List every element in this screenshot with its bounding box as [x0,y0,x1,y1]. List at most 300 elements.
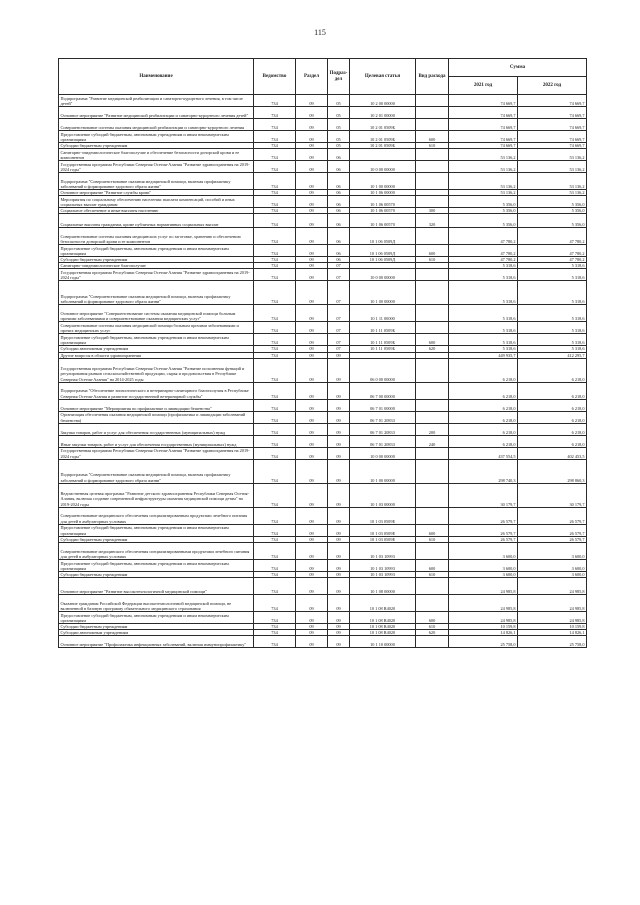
row-amount-2021: 74 669,7 [449,95,518,107]
table-row [59,594,587,611]
row-ministry: 734 [254,423,296,435]
row-amount-2022: 5 318,6 [518,346,587,352]
table-row [59,269,587,281]
row-expense-type [416,594,449,611]
row-amount-2021: 30 179,7 [449,483,518,507]
row-amount-2022: 402 453,5 [518,447,587,459]
row-amount-2022: 6 218,0 [518,358,587,382]
row-amount-2022: 412 295,7 [518,352,587,358]
row-subsection: 09 [328,411,350,423]
row-section: 09 [296,611,328,623]
row-article: 10 2 00 00000 [350,95,416,107]
row-amount-2022: 3 600,0 [518,559,587,571]
row-amount-2022: 5 356,0 [518,208,587,214]
row-amount-2022: 25 758,0 [518,636,587,648]
row-amount-2021: 6 218,0 [449,358,518,382]
row-article: 10 1 06 00570 [350,196,416,208]
table-row [59,411,587,423]
row-ministry: 734 [254,214,296,228]
row-subsection: 05 [328,131,350,143]
row-subsection: 05 [328,107,350,119]
row-amount-2022: 47 780,2 [518,228,587,245]
table-row [59,636,587,648]
row-amount-2021: 6 218,0 [449,382,518,399]
row-amount-2021: 6 218,0 [449,399,518,411]
row-amount-2022: 74 669,7 [518,143,587,149]
row-amount-2021: 26 579,7 [449,536,518,542]
row-name: Мероприятия по социальному обеспечению населения: выплата компенсаций, пособий и иных социальных выплат гражданам [59,196,254,208]
row-ministry: 734 [254,559,296,571]
row-ministry: 734 [254,524,296,536]
row-name: Основное мероприятие "Развитие высокотехнологичной медицинской помощи" [59,577,254,594]
row-ministry: 734 [254,411,296,423]
row-subsection: 09 [328,629,350,635]
row-amount-2021: 5 318,6 [449,269,518,281]
row-name: Государственная программа Республики Северная Осетия-Алания "Развитие здравоохранения на 2019-2024 годы" [59,161,254,173]
row-expense-type [416,358,449,382]
row-amount-2021: 5 318,6 [449,263,518,269]
row-section: 09 [296,483,328,507]
row-section: 09 [296,636,328,648]
row-section: 09 [296,358,328,382]
row-name: Основное мероприятие "Развитие службы крови" [59,190,254,196]
row-name: Субсидии автономным учреждениям [59,629,254,635]
row-ministry: 734 [254,161,296,173]
row-article: 10 1 11 00000 [350,305,416,322]
header-article: Целевая статья [350,59,416,95]
row-name: Предоставление субсидий бюджетным, автономным учреждениям и иным некоммерческим организациям [59,559,254,571]
row-article: 10 1 06 0509Д [350,257,416,263]
row-subsection: 09 [328,459,350,483]
row-amount-2021: 74 669,7 [449,143,518,149]
row-expense-type: 300 [416,208,449,214]
row-amount-2021: 53 136,2 [449,190,518,196]
row-ministry: 734 [254,196,296,208]
row-amount-2022: 74 669,7 [518,95,587,107]
row-ministry: 734 [254,382,296,399]
row-subsection: 05 [328,143,350,149]
row-amount-2021: 53 136,2 [449,161,518,173]
row-amount-2022: 53 136,2 [518,173,587,190]
row-subsection: 09 [328,358,350,382]
row-expense-type: 600 [416,131,449,143]
row-amount-2021: 5 318,6 [449,322,518,334]
row-expense-type: 610 [416,143,449,149]
row-article: 10 1 11 0509Б [350,322,416,334]
row-subsection: 06 [328,257,350,263]
row-article: 06 0 00 00000 [350,358,416,382]
row-amount-2022: 5 318,6 [518,305,587,322]
row-amount-2021: 53 136,2 [449,173,518,190]
row-ministry: 734 [254,257,296,263]
row-amount-2021: 14 826,1 [449,629,518,635]
row-subsection: 09 [328,382,350,399]
row-article: 10 1 03 10993 [350,571,416,577]
row-name: Субсидии бюджетным учреждениям [59,623,254,629]
table-row [59,322,587,334]
row-expense-type [416,577,449,594]
row-ministry: 734 [254,577,296,594]
row-subsection: 07 [328,281,350,305]
row-section: 09 [296,173,328,190]
row-subsection: 06 [328,245,350,257]
row-ministry: 734 [254,305,296,322]
row-amount-2021: 74 669,7 [449,107,518,119]
row-article: 10 1 06 0509Д [350,245,416,257]
row-amount-2022: 30 179,7 [518,483,587,507]
row-name: Иные закупки товаров, работ и услуг для обеспечения государственных (муниципальных) нужд [59,435,254,447]
row-name: Санитарно-эпидемиологическое благополучие [59,263,254,269]
row-subsection: 09 [328,559,350,571]
row-name: Совершенствование системы оказания медицинской реабилитации и санаторно-курортного лечения [59,119,254,131]
row-ministry: 734 [254,269,296,281]
row-amount-2021: 53 136,2 [449,149,518,161]
table-row [59,577,587,594]
row-amount-2022: 6 218,0 [518,399,587,411]
row-amount-2021: 5 318,6 [449,305,518,322]
row-article: 10 1 08 00000 [350,577,416,594]
row-name: Предоставление субсидий бюджетным, автономным учреждениям и иным некоммерческим организациям [59,611,254,623]
row-name: Субсидии бюджетным учреждениям [59,143,254,149]
row-article: 10 1 03 10993 [350,559,416,571]
row-subsection: 07 [328,322,350,334]
row-section: 09 [296,352,328,358]
row-name: Субсидии бюджетным учреждениям [59,571,254,577]
row-name: Субсидии бюджетным учреждениям [59,257,254,263]
row-name: Подпрограмма "Развитие медицинской реабилитации и санаторно-курортного лечения, в том числе детей" [59,95,254,107]
row-ministry: 734 [254,459,296,483]
table-row [59,196,587,208]
row-ministry: 734 [254,571,296,577]
row-section: 09 [296,245,328,257]
row-name: Предоставление субсидий бюджетным, автономным учреждениям и иным некоммерческим организациям [59,524,254,536]
row-amount-2022: 6 218,0 [518,382,587,399]
row-article: 10 1 06 0509Д [350,228,416,245]
row-article: 10 1 03 0509Е [350,524,416,536]
table-row [59,423,587,435]
row-article: 06 7 01 00000 [350,399,416,411]
row-name: Подпрограмма "Обеспечение эпизоотического и ветеринарно-санитарного благополучия в Республике Северная Осетия-Алания и развитие государственной ветеринарной службы" [59,382,254,399]
row-expense-type: 610 [416,536,449,542]
row-name: Основное мероприятие "Мероприятия по профилактике и ликвидации бешенства" [59,399,254,411]
page-number: 115 [314,28,326,37]
row-section: 09 [296,281,328,305]
row-amount-2022: 24 985,8 [518,594,587,611]
row-article [350,149,416,161]
row-expense-type: 200 [416,423,449,435]
row-expense-type [416,382,449,399]
row-amount-2021: 26 579,7 [449,507,518,524]
row-expense-type: 600 [416,559,449,571]
table-row [59,131,587,143]
row-article: 10 1 03 0509Е [350,507,416,524]
row-ministry: 734 [254,629,296,635]
row-name: Основное мероприятие "Профилактика инфекционных заболеваний, включая иммунопрофилактику" [59,636,254,648]
row-ministry: 734 [254,594,296,611]
row-ministry: 734 [254,346,296,352]
table-row [59,382,587,399]
header-year-2021: 2021 год [449,77,518,95]
row-amount-2022: 5 318,6 [518,281,587,305]
row-section: 09 [296,459,328,483]
row-amount-2021: 298 740,3 [449,459,518,483]
row-section: 09 [296,305,328,322]
row-expense-type: 610 [416,571,449,577]
row-ministry: 734 [254,149,296,161]
row-amount-2022: 3 600,0 [518,571,587,577]
row-article: 06 7 00 00000 [350,382,416,399]
row-amount-2021: 5 356,0 [449,214,518,228]
row-name: Ведомственная целевая программа "Развитие детского здравоохранения Республики Северная Осетия-Алания, включая создание современной инфраструктуры оказания медицинской помощи детям" на 2019-2024 годы [59,483,254,507]
row-expense-type [416,196,449,208]
row-subsection: 07 [328,269,350,281]
row-name: Подпрограмма "Совершенствование оказания медицинской помощи, включая профилактику заболеваний и формирование здорового образа жизни" [59,281,254,305]
row-section: 09 [296,228,328,245]
table-row [59,559,587,571]
row-article: 10 1 06 00570 [350,208,416,214]
row-ministry: 734 [254,107,296,119]
row-subsection: 09 [328,577,350,594]
row-section: 09 [296,507,328,524]
row-subsection: 06 [328,208,350,214]
row-article: 10 1 03 0509Е [350,536,416,542]
row-expense-type [416,269,449,281]
row-article: 10 0 00 00000 [350,161,416,173]
row-ministry: 734 [254,542,296,559]
row-amount-2022: 6 218,0 [518,411,587,423]
table-row [59,214,587,228]
row-name: Совершенствование системы оказания медицинской помощи больным прочими заболеваниями и прочих медицинских услуг [59,322,254,334]
row-amount-2022: 74 669,7 [518,107,587,119]
row-subsection: 07 [328,346,350,352]
row-subsection: 09 [328,399,350,411]
row-ministry: 734 [254,131,296,143]
row-section: 09 [296,95,328,107]
row-subsection: 07 [328,334,350,346]
row-amount-2021: 6 218,0 [449,435,518,447]
row-article: 10 1 11 0509Б [350,346,416,352]
row-amount-2021: 6 218,0 [449,411,518,423]
table-row [59,435,587,447]
row-amount-2021: 74 669,7 [449,119,518,131]
table-row [59,611,587,623]
row-amount-2022: 47 780,2 [518,257,587,263]
row-section: 09 [296,190,328,196]
header-expense-type: Вид расхода [416,59,449,95]
row-subsection: 09 [328,571,350,577]
row-section: 09 [296,623,328,629]
row-amount-2021: 24 985,8 [449,594,518,611]
row-subsection: 07 [328,305,350,322]
row-expense-type: 600 [416,245,449,257]
row-name: Предоставление субсидий бюджетным, автономным учреждениям и иным некоммерческим организациям [59,334,254,346]
row-name: Социальное обеспечение и иные выплаты населению [59,208,254,214]
row-name: Субсидии бюджетным учреждениям [59,536,254,542]
row-article: 10 0 00 00000 [350,269,416,281]
row-amount-2022: 5 318,6 [518,269,587,281]
row-ministry: 734 [254,95,296,107]
row-subsection: 09 [328,536,350,542]
table-row [59,459,587,483]
row-expense-type [416,173,449,190]
row-name: Основное мероприятие "Совершенствование системы оказания медицинской помощи больным прочими заболеваниями и совершенствование оказания медицинских услуг" [59,305,254,322]
row-article: 10 1 00 00000 [350,459,416,483]
row-section: 09 [296,629,328,635]
row-amount-2021: 25 758,0 [449,636,518,648]
row-subsection: 09 [328,507,350,524]
row-amount-2021: 47 780,2 [449,228,518,245]
row-ministry: 734 [254,263,296,269]
row-article: 10 1 08 R4020 [350,629,416,635]
row-article: 10 2 01 0509Б [350,119,416,131]
row-amount-2022: 6 218,0 [518,423,587,435]
row-name: Государственная программа Республики Северная Осетия-Алания "Развитие здравоохранения на 2019-2024 годы" [59,269,254,281]
row-name: Государственная программа Республики Северная Осетия-Алания "Развитие исполнения функций и регулирования рынков сельскохозяйственной продукции, сырья и продовольствия в Республике Северная Осетия-Алания" на 2014-2025 годы [59,358,254,382]
row-ministry: 734 [254,507,296,524]
table-row [59,95,587,107]
row-amount-2022: 5 356,0 [518,214,587,228]
row-amount-2021: 3 600,0 [449,571,518,577]
table-row [59,173,587,190]
row-subsection: 06 [328,228,350,245]
row-amount-2022: 5 318,6 [518,334,587,346]
row-subsection: 06 [328,173,350,190]
row-ministry: 734 [254,208,296,214]
row-amount-2021: 3 600,0 [449,542,518,559]
row-amount-2022: 10 159,8 [518,623,587,629]
row-amount-2022: 26 579,7 [518,524,587,536]
row-ministry: 734 [254,322,296,334]
row-section: 09 [296,399,328,411]
table-row [59,107,587,119]
row-amount-2021: 5 356,0 [449,196,518,208]
table-row [59,447,587,459]
row-subsection: 09 [328,423,350,435]
header-subsection: Подраз-дел [328,59,350,95]
row-ministry: 734 [254,536,296,542]
row-section: 09 [296,263,328,269]
row-subsection: 09 [328,524,350,536]
row-name: Совершенствование медицинского обеспечения специализированными продуктами лечебного питания для детей в амбулаторных условиях [59,542,254,559]
row-name: Другие вопросы в области здравоохранения [59,352,254,358]
row-name: Закупка товаров, работ и услуг для обеспечения государственных (муниципальных) нужд [59,423,254,435]
row-expense-type: 240 [416,435,449,447]
table-row [59,399,587,411]
row-amount-2021: 449 935,7 [449,352,518,358]
table-row [59,524,587,536]
row-expense-type: 600 [416,524,449,536]
row-expense-type: 600 [416,611,449,623]
row-article: 06 7 01 20833 [350,435,416,447]
row-ministry: 734 [254,399,296,411]
row-amount-2022: 5 318,6 [518,322,587,334]
row-amount-2021: 5 318,6 [449,334,518,346]
row-amount-2022: 53 136,2 [518,190,587,196]
row-amount-2022: 6 218,0 [518,435,587,447]
row-expense-type [416,305,449,322]
table-row [59,305,587,322]
row-amount-2021: 24 985,8 [449,577,518,594]
row-amount-2021: 26 579,7 [449,524,518,536]
row-amount-2022: 5 356,0 [518,196,587,208]
row-expense-type [416,119,449,131]
row-subsection: 06 [328,149,350,161]
header-section: Раздел [296,59,328,95]
table-row [59,542,587,559]
row-subsection: 09 [328,623,350,629]
row-article: 10 0 00 00000 [350,447,416,459]
row-section: 09 [296,559,328,571]
row-section: 09 [296,435,328,447]
row-amount-2021: 5 318,6 [449,346,518,352]
row-subsection: 09 [328,447,350,459]
row-section: 09 [296,149,328,161]
row-amount-2021: 6 218,0 [449,423,518,435]
row-article: 10 1 11 0509Б [350,334,416,346]
row-subsection: 09 [328,611,350,623]
row-section: 09 [296,577,328,594]
row-ministry: 734 [254,623,296,629]
row-expense-type [416,411,449,423]
row-name: Социальные выплаты гражданам, кроме публичных нормативных социальных выплат [59,214,254,228]
row-expense-type [416,107,449,119]
row-ministry: 734 [254,636,296,648]
row-article: 10 1 03 00000 [350,483,416,507]
header-ministry: Ведомство [254,59,296,95]
row-article: 10 1 08 R4020 [350,594,416,611]
row-subsection: 05 [328,119,350,131]
row-article: 10 2 01 0509Б [350,131,416,143]
header-year-2022: 2022 год [518,77,587,95]
table-row [59,281,587,305]
table-row [59,358,587,382]
table-row [59,119,587,131]
row-amount-2022: 53 136,2 [518,149,587,161]
row-section: 09 [296,524,328,536]
row-section: 09 [296,161,328,173]
row-expense-type [416,399,449,411]
row-section: 09 [296,208,328,214]
row-subsection: 06 [328,161,350,173]
row-expense-type: 610 [416,623,449,629]
row-name: Подпрограмма "Совершенствование оказания медицинской помощи, включая профилактику заболеваний и формирование здорового образа жизни" [59,459,254,483]
row-ministry: 734 [254,143,296,149]
header-name: Наименование [59,59,254,95]
row-article: 10 1 00 00000 [350,281,416,305]
row-name: Предоставление субсидий бюджетным, автономным учреждениям и иным некоммерческим организациям [59,131,254,143]
row-article: 10 1 03 10993 [350,542,416,559]
row-expense-type [416,447,449,459]
header-amount: Сумма [449,59,587,77]
row-subsection: 07 [328,263,350,269]
row-amount-2021: 24 985,8 [449,611,518,623]
row-amount-2022: 14 826,1 [518,629,587,635]
row-amount-2022: 24 985,8 [518,611,587,623]
row-ministry: 734 [254,119,296,131]
row-expense-type [416,507,449,524]
row-subsection: 05 [328,95,350,107]
row-expense-type: 320 [416,214,449,228]
row-name: Санитарно-эпидемиологическое благополучие и обеспечение безопасности донорской крови и ее компонентов [59,149,254,161]
row-article: 10 1 08 R4020 [350,623,416,629]
row-section: 09 [296,257,328,263]
row-article: 06 7 01 20833 [350,411,416,423]
row-article: 10 1 10 00000 [350,636,416,648]
row-name: Основное мероприятие "Развитие медицинской реабилитации и санаторно-курортного лечения детей" [59,107,254,119]
row-name: Государственная программа Республики Северная Осетия-Алания "Развитие здравоохранения на 2019-2024 годы" [59,447,254,459]
row-amount-2021: 3 600,0 [449,559,518,571]
row-amount-2022: 3 600,0 [518,542,587,559]
